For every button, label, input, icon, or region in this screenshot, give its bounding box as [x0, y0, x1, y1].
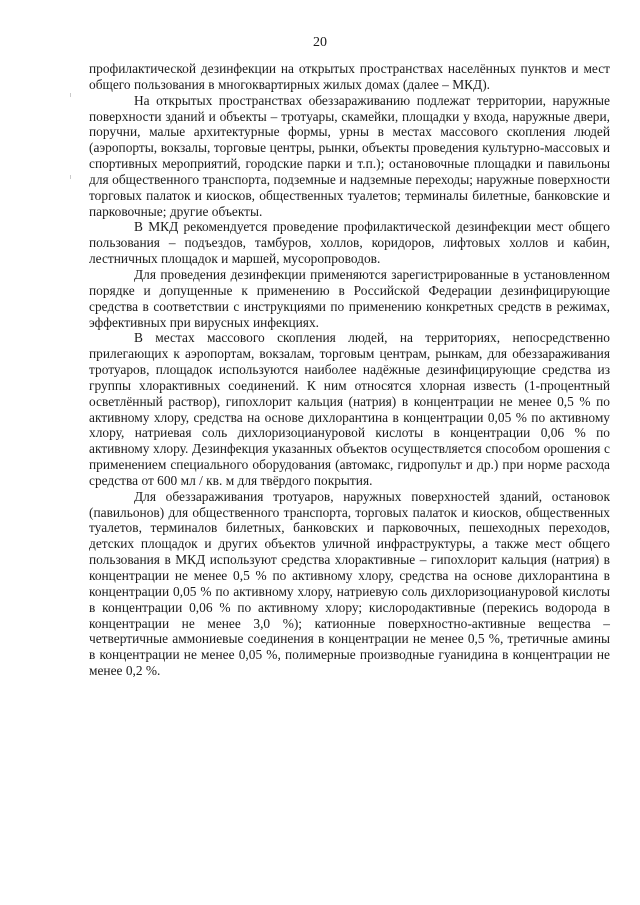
paragraph: Для проведения дезинфекции применяются зарегистрированные в установленном порядке и допущенные к применению в Российской Федерации дезинфицирующие средства в соответствии с инструкциями по применению конкретных средств в режимах, эффективных при вирусных инфекциях. — [89, 266, 610, 330]
paragraph: В местах массового скопления людей, на территориях, непосредственно прилегающих к аэропортам, вокзалам, торговым центрам, рынкам, для обеззараживания тротуаров, площадок используются наиболее надёжные дезинфицирующие средства из группы хлорактивных соединений. К ним относятся хлорная известь (1-процентный осветлённый раствор), гипохлорит кальция (натрия) в концентрации не менее 0,5 % по активному хлору, средства на основе дихлорантина в концентрации 0,05 % по активному хлору, натриевая соль дихлоризоциануровой кислоты в концентрации 0,06 % по активному хлору. Дезинфекция указанных объектов осуществляется способом орошения с применением специального оборудования (автомакс, гидропульт и др.) при норме расхода средства от 600 мл / кв. м для твёрдого покрытия. — [89, 330, 610, 488]
paragraph: На открытых пространствах обеззараживанию подлежат территории, наружные поверхности зданий и объекты – тротуары, скамейки, площадки у входа, наружные двери, поручни, малые архитектурные формы, урны в местах массового скопления людей (аэропорты, вокзалы, торговые центры, рынки, объекты проведения культурно-массовых и спортивных мероприятий, городские парки и т.п.); остановочные площадки и павильоны для общественного транспорта, подземные и надземные переходы; наружные поверхности торговых палаток и киосков, общественных туалетов; терминалы билетные, банковские и парковочные; другие объекты. — [89, 92, 610, 219]
scan-edge-mark — [70, 93, 71, 97]
paragraph: Для обеззараживания тротуаров, наружных поверхностей зданий, остановок (павильонов) для общественного транспорта, торговых палаток и киосков, общественных туалетов, терминалов билетных, банковских и парковочных, пешеходных переходов, детских площадок и других объектов уличной инфраструктуры, а также мест общего пользования в МКД используют средства хлорактивные – гипохлорит кальция (натрия) в концентрации не менее 0,5 % по активному хлору, средства на основе дихлорантина в концентрации 0,05 % по активному хлору, натриевую соль дихлоризоциануровой кислоты в концентрации 0,06 % по активному хлору; кислородактивные (перекись водорода в концентрации не менее 3,0 %); катионные поверхностно-активные вещества – четвертичные аммониевые соединения в концентрации не менее 0,5 %, третичные амины в концентрации не менее 0,05 %, полимерные производные гуанидина в концентрации не менее 0,2 %. — [89, 488, 610, 679]
scan-edge-mark — [70, 175, 71, 179]
page-number: 20 — [313, 35, 327, 50]
paragraph: В МКД рекомендуется проведение профилактической дезинфекции мест общего пользования – подъездов, тамбуров, холлов, коридоров, лифтовых холлов и кабин, лестничных площадок и маршей, мусоропроводов. — [89, 219, 610, 267]
document-body — [89, 61, 610, 679]
paragraph: профилактической дезинфекции на открытых пространствах населённых пунктов и мест общего пользования в многоквартирных жилых домах (далее – МКД). — [89, 61, 610, 92]
